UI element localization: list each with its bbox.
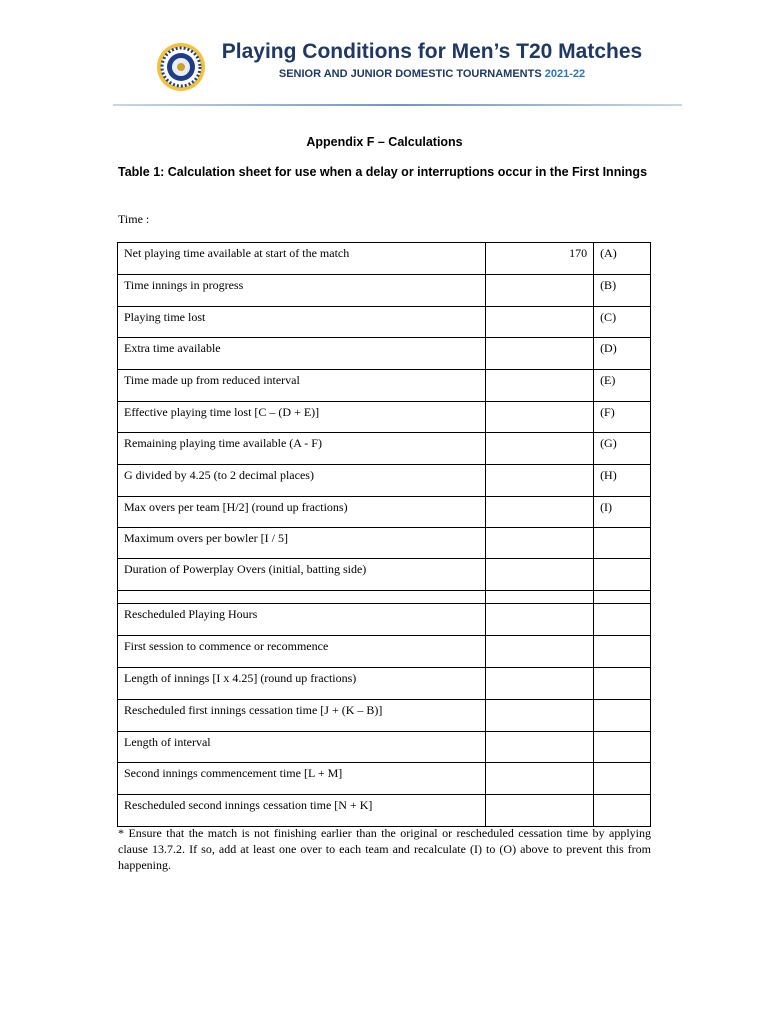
row-description: Net playing time available at start of the match xyxy=(118,243,486,275)
row-value xyxy=(486,465,594,497)
table-row xyxy=(118,591,651,604)
row-value xyxy=(486,338,594,370)
table-row xyxy=(118,559,651,591)
row-code xyxy=(594,700,651,732)
row-code: (B) xyxy=(594,275,651,307)
table-row xyxy=(118,465,651,497)
row-description: Length of innings [I x 4.25] (round up fractions) xyxy=(118,668,486,700)
table-row xyxy=(118,700,651,732)
row-description: Rescheduled Playing Hours xyxy=(118,604,486,636)
document-title: Playing Conditions for Men’s T20 Matches xyxy=(221,40,643,63)
row-value xyxy=(486,636,594,668)
table-row xyxy=(118,763,651,795)
row-description: Maximum overs per bowler [I / 5] xyxy=(118,528,486,559)
row-code: (I) xyxy=(594,497,651,528)
bcci-emblem-icon xyxy=(156,42,206,92)
row-description: Duration of Powerplay Overs (initial, batting side) xyxy=(118,559,486,591)
row-value xyxy=(486,370,594,402)
table-row xyxy=(118,636,651,668)
row-description: Extra time available xyxy=(118,338,486,370)
row-description: Remaining playing time available (A - F) xyxy=(118,433,486,465)
row-description xyxy=(118,591,486,604)
table-row xyxy=(118,604,651,636)
table-row xyxy=(118,528,651,559)
appendix-title: Appendix F – Calculations xyxy=(306,135,463,149)
row-value xyxy=(486,732,594,763)
row-code xyxy=(594,528,651,559)
row-code: (C) xyxy=(594,307,651,338)
calculation-table xyxy=(117,242,651,827)
row-description: Time innings in progress xyxy=(118,275,486,307)
table-row xyxy=(118,433,651,465)
row-code xyxy=(594,636,651,668)
row-description: Rescheduled second innings cessation time [N + K] xyxy=(118,795,486,827)
table-row xyxy=(118,668,651,700)
table-row xyxy=(118,732,651,763)
subtitle-text: SENIOR AND JUNIOR DOMESTIC TOURNAMENTS xyxy=(278,68,542,80)
row-value xyxy=(486,275,594,307)
table-row xyxy=(118,243,651,275)
row-code xyxy=(594,763,651,795)
row-value xyxy=(486,497,594,528)
row-code: (E) xyxy=(594,370,651,402)
row-value xyxy=(486,528,594,559)
row-value xyxy=(486,604,594,636)
table-row xyxy=(118,402,651,433)
table-row xyxy=(118,370,651,402)
document-subtitle xyxy=(212,68,652,80)
row-code: (F) xyxy=(594,402,651,433)
footnote: * Ensure that the match is not finishing earlier than the original or rescheduled cessation time by applying clause 13.7.2. If so, add at least one over to each team and recalculate (I) to (O) above to prevent this from happening. xyxy=(118,826,651,872)
table-row xyxy=(118,497,651,528)
row-description: Playing time lost xyxy=(118,307,486,338)
row-value xyxy=(486,433,594,465)
row-value xyxy=(486,591,594,604)
row-description: G divided by 4.25 (to 2 decimal places) xyxy=(118,465,486,497)
time-label: Time : xyxy=(118,212,150,226)
table-row xyxy=(118,307,651,338)
row-description: Rescheduled first innings cessation time [J + (K – B)] xyxy=(118,700,486,732)
table-title: Table 1: Calculation sheet for use when a delay or interruptions occur in the First Innings xyxy=(118,165,648,179)
row-value xyxy=(486,668,594,700)
row-description: First session to commence or recommence xyxy=(118,636,486,668)
row-code: (A) xyxy=(594,243,651,275)
row-value xyxy=(486,795,594,827)
row-value xyxy=(486,307,594,338)
row-code: (D) xyxy=(594,338,651,370)
row-code: (H) xyxy=(594,465,651,497)
row-description: Length of interval xyxy=(118,732,486,763)
row-value: 170 xyxy=(486,243,594,275)
row-value xyxy=(486,700,594,732)
row-code xyxy=(594,591,651,604)
page-header xyxy=(0,0,768,110)
table-row xyxy=(118,338,651,370)
row-description: Time made up from reduced interval xyxy=(118,370,486,402)
row-code xyxy=(594,559,651,591)
row-value xyxy=(486,763,594,795)
table-row xyxy=(118,795,651,827)
row-code xyxy=(594,795,651,827)
header-divider xyxy=(113,104,682,106)
row-code xyxy=(594,604,651,636)
row-code: (G) xyxy=(594,433,651,465)
row-description: Effective playing time lost [C – (D + E)] xyxy=(118,402,486,433)
subtitle-year: 2021-22 xyxy=(544,68,586,80)
row-description: Second innings commencement time [L + M] xyxy=(118,763,486,795)
table-row xyxy=(118,275,651,307)
row-code xyxy=(594,732,651,763)
row-value xyxy=(486,559,594,591)
row-value xyxy=(486,402,594,433)
row-code xyxy=(594,668,651,700)
row-description: Max overs per team [H/2] (round up fractions) xyxy=(118,497,486,528)
